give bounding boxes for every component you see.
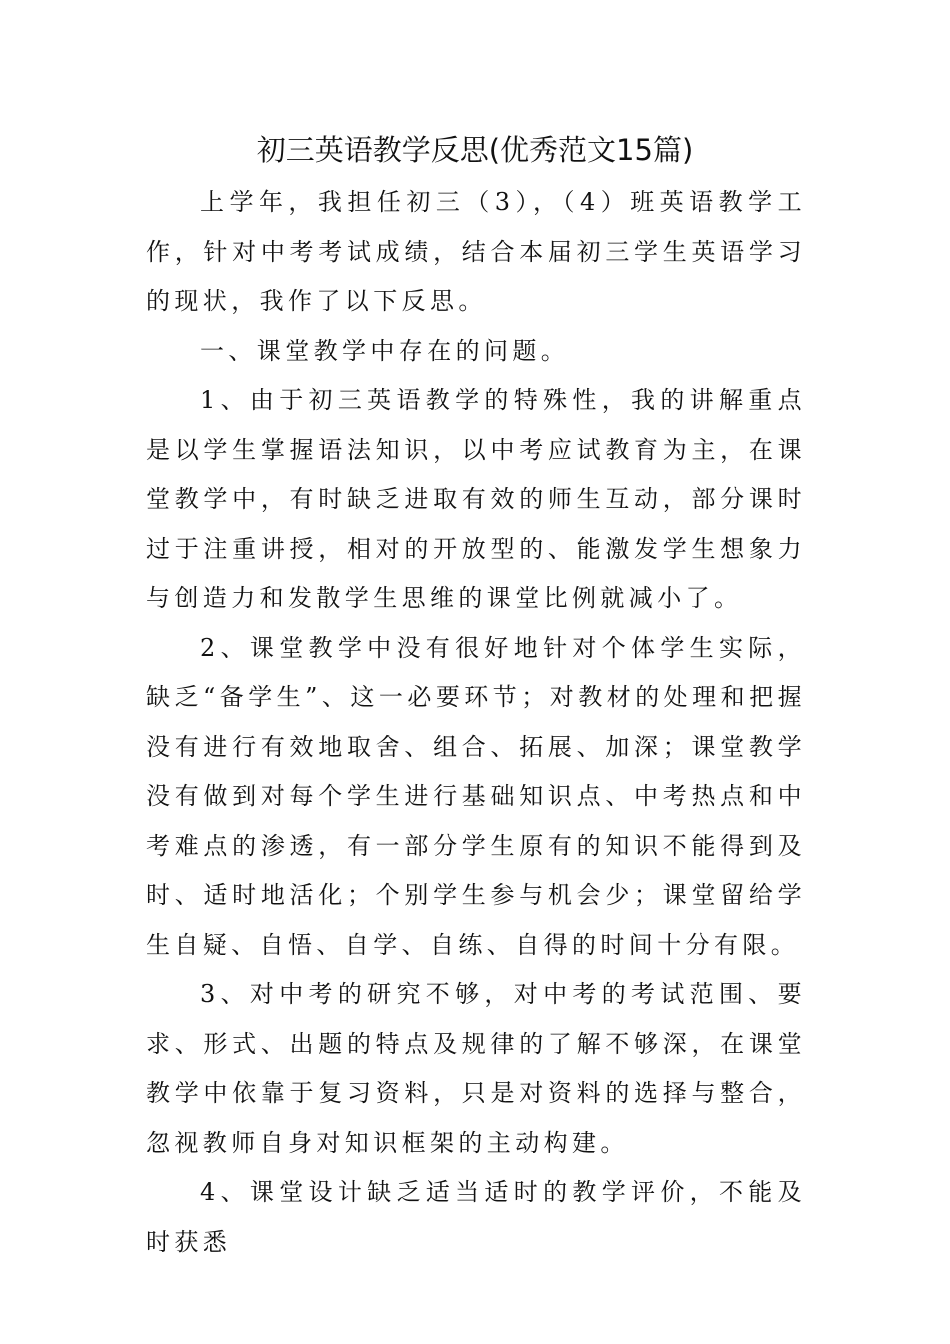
paragraph-point-4: 4、课堂设计缺乏适当适时的教学评价，不能及时获悉 [146, 1178, 806, 1256]
paragraph-point-2: 2、课堂教学中没有很好地针对个体学生实际，缺乏“备学生”、这一必要环节；对教材的处理和把握没有进行有效地取舍、组合、拓展、加深；课堂教学没有做到对每个学生进行基础知识点、中考热点和中考难点的渗透，有一部分学生原有的知识不能得到及时、适时地活化；个别学生参与机会少；课堂留给学生自疑、自悟、自学、自练、自得的时间十分有限。 [146, 633, 806, 959]
paragraph-point-3: 3、对中考的研究不够，对中考的考试范围、要求、形式、出题的特点及规律的了解不够深，在课堂教学中依靠于复习资料，只是对资料的选择与整合，忽视教师自身对知识框架的主动构建。 [146, 980, 806, 1157]
document-body [146, 178, 806, 1267]
paragraph-intro: 上学年，我担任初三（3），（4）班英语教学工作，针对中考考试成绩，结合本届初三学生英语学习的现状，我作了以下反思。 [146, 188, 806, 315]
paragraph-section-heading: 一、课堂教学中存在的问题。 [200, 336, 570, 365]
paragraph-point-1: 1、由于初三英语教学的特殊性，我的讲解重点是以学生掌握语法知识，以中考应试教育为主，在课堂教学中，有时缺乏进取有效的师生互动，部分课时过于注重讲授，相对的开放型的、能激发学生想象力与创造力和发散学生思维的课堂比例就减小了。 [146, 386, 806, 612]
document-title: 初三英语教学反思(优秀范文15篇) [256, 133, 694, 167]
